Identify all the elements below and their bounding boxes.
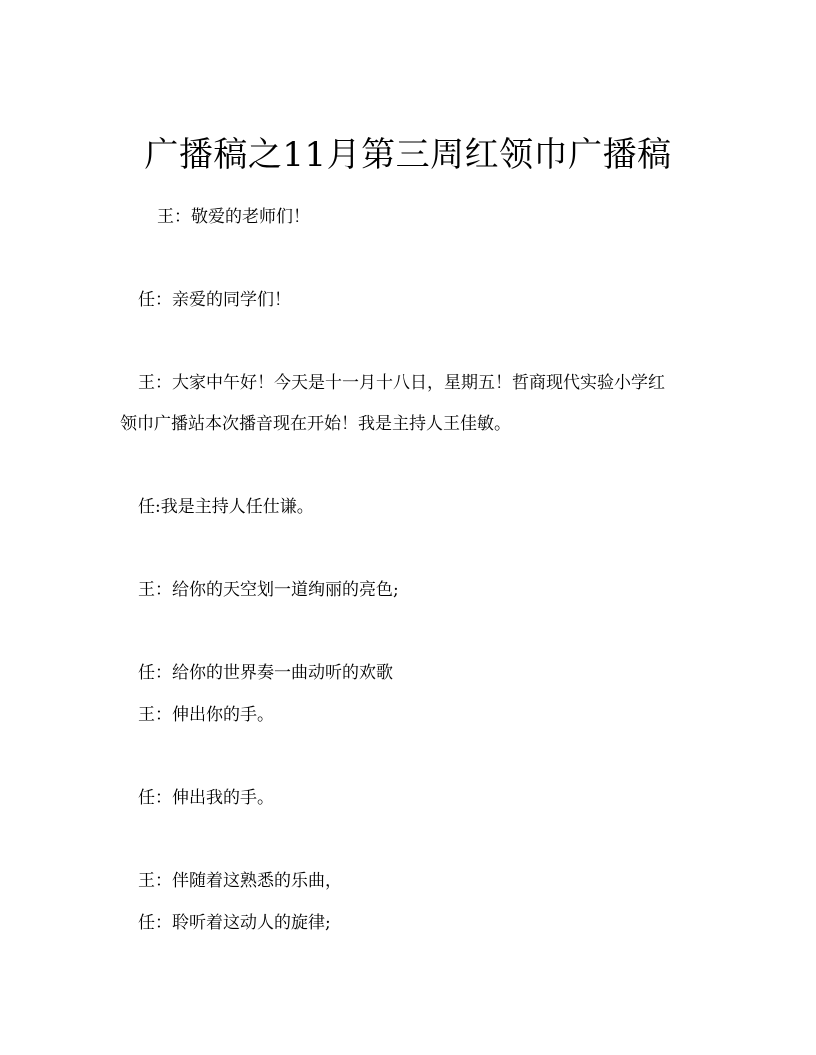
dialogue-line: 任：给你的世界奏一曲动听的欢歌 [138, 663, 393, 683]
dialogue-line: 任:我是主持人任仕谦。 [138, 497, 314, 517]
dialogue-line: 王：大家中午好！今天是十一月十八日，星期五！哲商现代实验小学红 [138, 373, 665, 393]
dialogue-line: 王：敬爱的老师们！ [157, 207, 310, 227]
dialogue-line: 任：亲爱的同学们！ [138, 290, 291, 310]
dialogue-line: 王：伴随着这熟悉的乐曲， [138, 871, 342, 891]
document-title: 广播稿之11月第三周红领巾广播稿 [144, 134, 672, 175]
dialogue-line: 任：聆听着这动人的旋律; [138, 913, 331, 933]
dialogue-line: 王：给你的天空划一道绚丽的亮色; [138, 580, 399, 600]
dialogue-line: 王：伸出你的手。 [138, 705, 274, 725]
dialogue-line: 任：伸出我的手。 [138, 788, 274, 808]
dialogue-line-continuation: 领巾广播站本次播音现在开始！我是主持人王佳敏。 [120, 414, 511, 434]
